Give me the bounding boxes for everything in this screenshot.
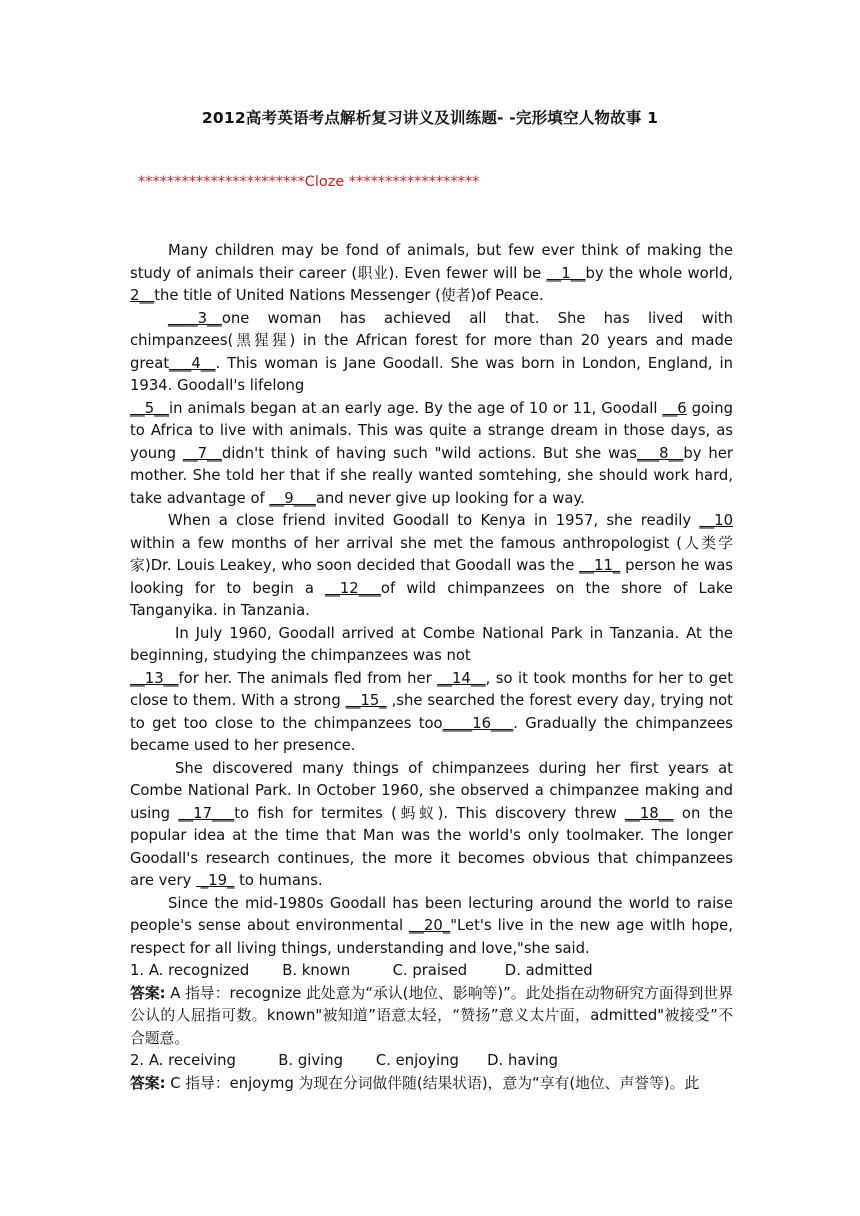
text-run: Since the mid-1980s Goodall has been lecturing around the world to raise people's sense about environmental [130,894,733,934]
blank-11: __11_ [579,557,621,574]
blank-4: ___4__ [169,354,216,372]
text-run: by the whole world, [585,264,733,282]
paragraph-3 [130,510,733,623]
text-run: to fish for termites (蚂蚁). This discovery threw [234,804,626,822]
text-run: and never give up looking for a way. [315,489,585,507]
blank-17: __17___ [178,804,235,822]
answer-explanation: C 指导：enjoymg 为现在分词做伴随(结果状语)，意为“享有(地位、声誉等)。此 [165,1074,700,1092]
question-2-options: 2. A. receiving B. giving C. enjoying D. having [130,1052,559,1069]
blank-8: ___8__ [636,444,684,462]
text-run: for her. The animals fled from her [178,669,438,687]
blank-20: __20_ [409,917,451,934]
blank-13: __13__ [130,669,179,687]
text-run: didn't think of having such "wild actions. But she was [221,444,637,462]
blank-16: ____16___ [442,714,514,732]
blank-15: __15_ [345,692,387,709]
cloze-header: ***********************Cloze ****************** [138,174,480,190]
text-run: . This woman is Jane Goodall. She was born in London, England, in 1934. Goodall's lifelong [130,354,733,394]
answer-label: 答案: [130,1074,166,1092]
blank-2: 2__ [130,287,155,304]
text-run: "Let's live in the new age witlh hope, respect for all living things, understanding and love,"she said. [130,917,733,957]
blank-5: __5__ [130,399,170,417]
paragraph-2 [130,308,733,511]
answer-label: 答案: [130,984,166,1002]
text-run: within a few months of her arrival she met the famous anthropologist (人类学家)Dr. Louis Leakey, who soon decided that Goodall was the [130,534,733,574]
text-run: person he was looking for to begin a [130,557,733,597]
text-run: to humans. [234,872,323,889]
paragraph-1 [130,240,733,308]
passage [130,240,733,1095]
document-title: 2012高考英语考点解析复习讲义及训练题- -完形填空人物故事 1 [201,109,659,127]
text-run: one woman has achieved all that. She has lived with chimpanzees(黑猩猩) in the African forest for more than 20 years and made great [130,309,733,372]
blank-7: __7__ [182,444,222,462]
text-run: She discovered many things of chimpanzees during her first years at Combe National Park. In October 1960, she observed a chimpanzee making and using [130,759,733,822]
question-1-options: 1. A. recognized B. known C. praised D. admitted [130,962,593,979]
text-run: Many children may be fond of animals, but few ever think of making the study of animals their career (职业). Even fewer will be [130,242,733,282]
blank-10: __10 [699,512,733,529]
question-1-answer [130,983,733,1051]
text-run: by her mother. She told her that if she really wanted somtehing, she should work hard, take advantage of [130,444,733,507]
text-run: in animals began at an early age. By the age of 10 or 11, Goodall [169,399,663,417]
blank-14: __14__ [437,669,486,687]
text-run: ,she searched the forest every day, trying not to get too close to the chimpanzees too [130,692,733,732]
paragraph-5 [130,758,733,893]
blank-6: __6 [662,399,687,417]
text-run: on the popular idea at the time that Man was the world's only toolmaker. The longer Goodall's research continues, the more it becomes obvious that chimpanzees are very [130,804,733,889]
text-run: When a close friend invited Goodall to Kenya in 1957, she readily [168,512,700,529]
blank-12: __12___ [325,579,381,597]
paragraph-6 [130,893,733,961]
blank-3: ____3__ [168,309,222,327]
text-run: In July 1960, Goodall arrived at Combe National Park in Tanzania. At the beginning, studying the chimpanzees was not [130,624,733,664]
blank-1: __1__ [546,264,586,282]
text-run: . Gradually the chimpanzees became used to her presence. [130,714,733,754]
text-run: , so it took months for her to get close to them. With a strong [130,669,734,709]
text-run: the title of United Nations Messenger (使者)of Peace. [154,287,544,304]
paragraph-4 [130,623,733,758]
text-run: going to Africa to live with animals. This was quite a strange dream in those days, as young [130,399,734,462]
question-2-answer [130,1073,733,1096]
blank-9: __9___ [269,489,316,507]
text-run: of wild chimpanzees on the shore of Lake Tanganyika. in Tanzania. [130,579,733,619]
blank-18: __18__ [625,804,674,822]
blank-19: _19_ [196,872,235,889]
answer-explanation: A 指导：recognize 此处意为“承认(地位、影响等)”。此处指在动物研究方面得到世界公认的人屈指可数。known"被知道”语意太轻，“赞扬”意义太片面，admitted"被接受”不合题意。 [130,984,733,1047]
